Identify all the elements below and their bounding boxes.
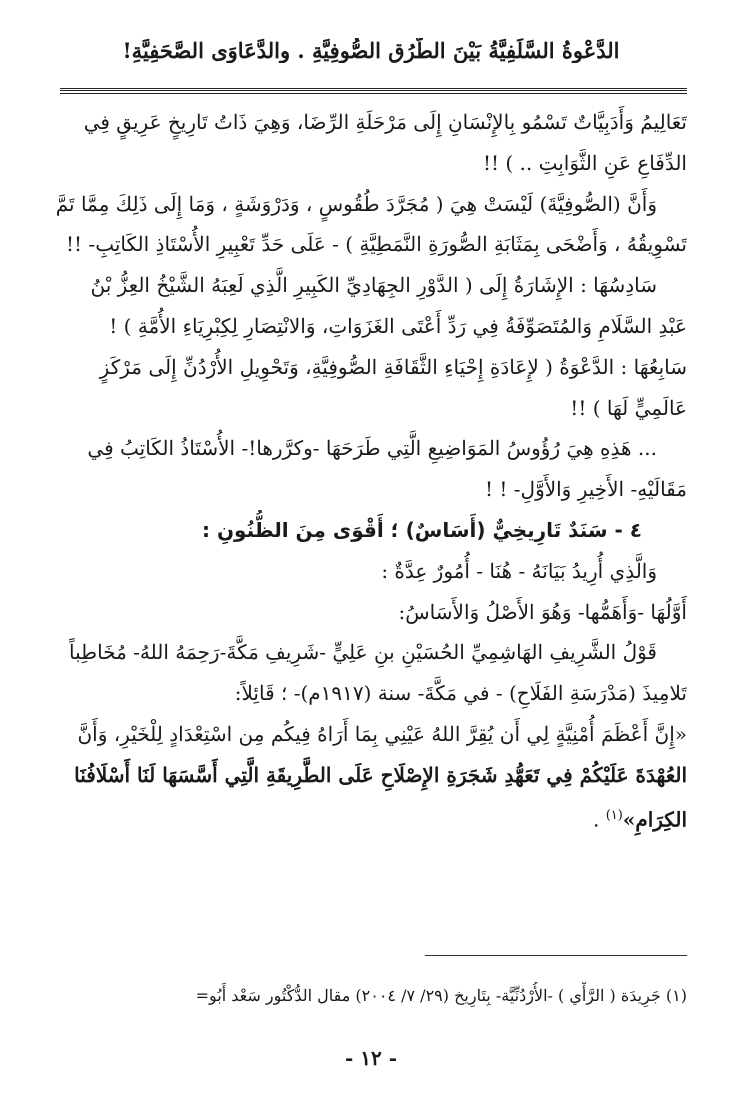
text-line: الدِّفَاعِ عَنِ الثَّوَابِتِ .. ) !! bbox=[482, 150, 687, 175]
text-line: عَالَمِيٍّ لَهَا ) !! bbox=[570, 395, 687, 420]
running-header: الدَّعْوةُ السَّلَفِيَّةُ بَيْنَ الطُّرُقِ الصُّوفِيَّةِ . والدَّعَاوَى الصَّحَفِيَّةِ! bbox=[122, 38, 620, 63]
text-line: قَوْلُ الشَّرِيفِ الهَاشِمِيِّ الحُسَيْنِ بنِ عَلِيٍّ -شَرِيفِ مَكَّةَ-رَحِمَهُ اللهُ- مُخَاطِباً bbox=[69, 640, 657, 665]
text-line: تَلامِيذَ (مَدْرَسَةِ الفَلَاحِ) - في مَكَّةَ- سنة (١٩١٧م)- ؛ قَائِلاً: bbox=[234, 681, 687, 706]
text-line: ... هَذِهِ هِيَ رُؤُوسُ المَوَاضِيعِ الَّتِي طَرَحَهَا -وكرَّرها!- الأُسْتَاذُ الكَاتِبُ فِي bbox=[87, 436, 657, 461]
section-heading: ٤ - سَنَدٌ تَارِيخِيٌّ (أَسَاسٌ) ؛ أَقْوَى مِنَ الظُّنُونِ : bbox=[202, 517, 642, 542]
body-text bbox=[55, 102, 687, 836]
text-line: سَابِعُهَا : الدَّعْوَةُ ( لإِعَادَةِ إِحْيَاءِ الثَّقَافَةِ الصُّوفِيَّةِ، وَتَحْوِيلِ الأُرْدُنِّ إِلَى مَرْكَزٍ bbox=[99, 354, 687, 379]
sentence-period: . bbox=[592, 807, 600, 832]
page-number: - ١٢ - bbox=[344, 1046, 397, 1070]
footnote-reference: (١) bbox=[605, 807, 623, 823]
text-line: تَسْوِيقُهُ ، وَأَضْحَى بِمَثَابَةِ الصُّورَةِ النَّمَطِيَّةِ ) - عَلَى حَدِّ تَعْبِيرِ الأُسْتَاذِ الكَاتِبِ- !! bbox=[66, 232, 687, 257]
text-line: تَعَالِيمُ وَأَدَبِيَّاتٌ تَسْمُو بِالإِنْسَانِ إِلَى مَرْحَلَةِ الرِّضَا، وَهِيَ ذَاتُ تَارِيخٍ عَرِيقٍ فِي bbox=[83, 110, 687, 134]
quote-end: الكِرَامِ» bbox=[622, 807, 687, 832]
quote-line: «إِنَّ أَعْظَمَ أُمْنِيَّةٍ لِي أَن يُقِرَّ اللهُ عَيْنِي بِمَا أَرَاهُ فِيكُم مِن اسْتِعْدَادٍ لِلْخَيْرِ، وَأَنَّ bbox=[77, 721, 687, 746]
header-divider bbox=[60, 88, 687, 94]
text-line: وَأَنَّ (الصُّوفِيَّةَ) لَيْسَتْ هِيَ ( مُجَرَّدَ طُقُوسٍ ، وَدَرْوَشَةٍ ، وَمَا إِلَى ذَلِكَ مِمَّا تَمَّ bbox=[55, 191, 657, 216]
footnote: (١) جَرِيدَة ( الرَّأْي ) -الأُرْدُنِّيَّة- بِتَارِيخ (٢٩/ ٧/ ٢٠٠٤) مقال الدُّكْتُور سَعْد أَبُو= bbox=[195, 986, 687, 1005]
text-line: وَالَّذِي أُرِيدُ بَيَانَهُ - هُنَا - أُمُورٌ عِدَّةٌ : bbox=[381, 558, 657, 583]
text-line: أَوَّلُهَا -وَأَهَمُّها- وَهُوَ الأَصْلُ وَالأَسَاسُ: bbox=[398, 599, 687, 624]
quote-line-last bbox=[55, 796, 687, 837]
text-line: سَادِسُهَا : الإِشَارَةُ إِلَى ( الدَّوْرِ الجِهَادِيِّ الكَبِيرِ الَّذِي لَعِبَهُ الشَّيْخُ العِزُّ بْنُ bbox=[90, 273, 657, 298]
quote-line: العُهْدَةَ عَلَيْكُمْ فِي تَعَهُّدِ شَجَرَةِ الإِصْلَاحِ عَلَى الطَّرِيقَةِ الَّتِي أَسَّسَهَا لَنَا أَسْلَافُنَا bbox=[74, 762, 687, 787]
footnote-divider bbox=[425, 955, 687, 956]
text-line: عَبْدِ السَّلَامِ وَالمُتَصَوِّفَةُ فِي رَدِّ أَعْتَى الغَزَوَاتِ، وَالانْتِصَارِ لِكِبْرِيَاءِ الأُمَّةِ ) ! bbox=[109, 313, 687, 338]
text-line: مَقَالَيْهِ- الأَخِيرِ وَالأَوَّلِ- ! ! bbox=[484, 477, 687, 502]
